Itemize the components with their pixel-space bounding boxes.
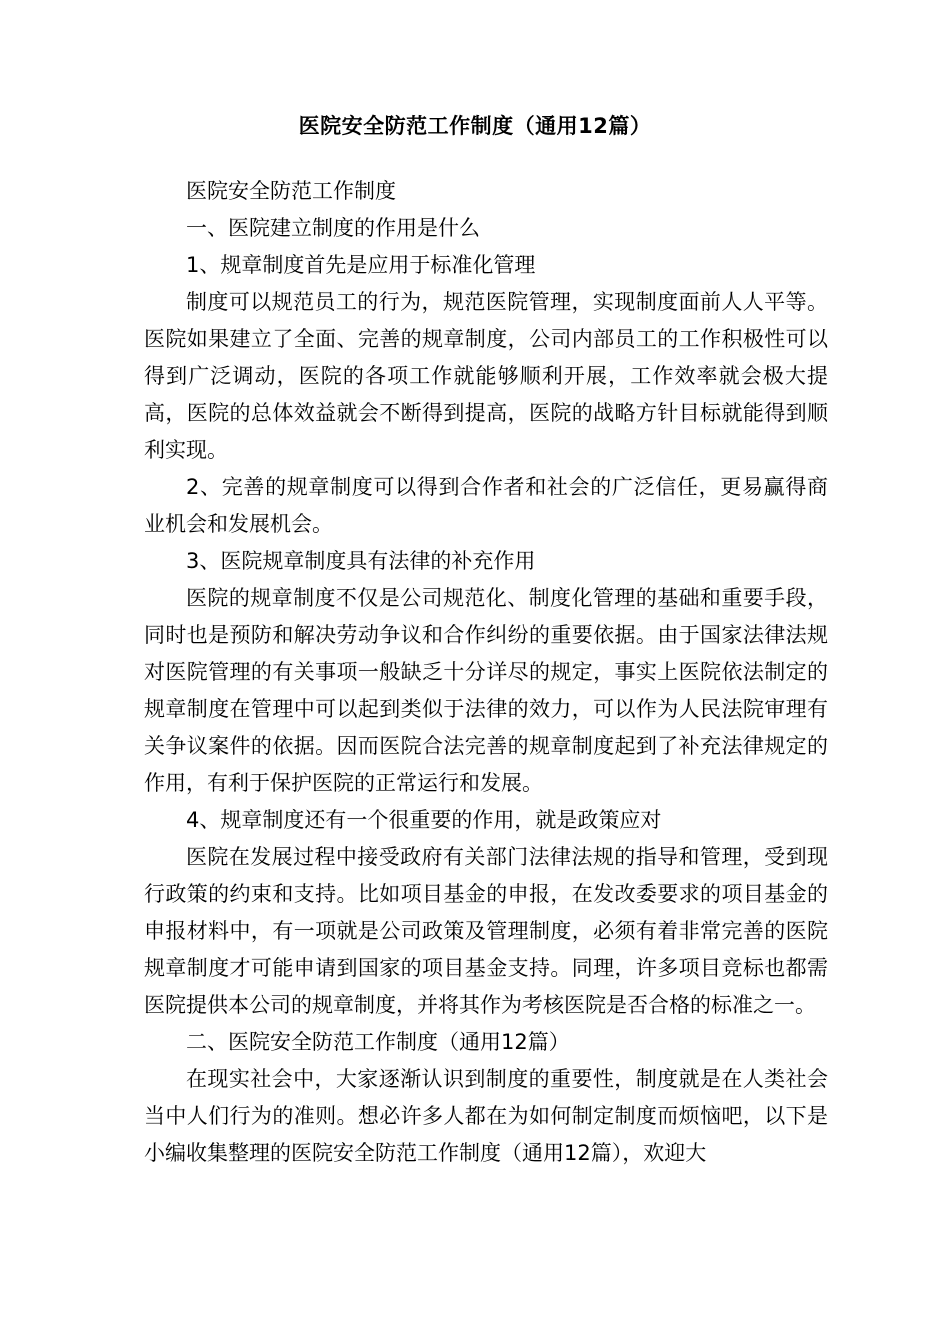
paragraph-subheading-1: 1、规章制度首先是应用于标准化管理 — [186, 253, 536, 277]
paragraph-body: 在现实社会中，大家逐渐认识到制度的重要性，制度就是在人类社会当中人们行为的准则。想必许多人都在为如何制定制度而烦恼吧，以下是小编收集整理的医院安全防范工作制度（通用12篇），欢迎大 — [144, 1067, 828, 1165]
paragraph-body: 制度可以规范员工的行为，规范医院管理，实现制度面前人人平等。医院如果建立了全面、完善的规章制度，公司内部员工的工作积极性可以得到广泛调动，医院的各项工作就能够顺利开展，工作效率就会极大提高，医院的总体效益就会不断得到提高，医院的战略方针目标就能得到顺利实现。 — [144, 290, 828, 462]
paragraph-heading-1: 一、医院建立制度的作用是什么 — [186, 216, 480, 240]
paragraph-subheading-2: 2、完善的规章制度可以得到合作者和社会的广泛信任，更易赢得商业机会和发展机会。 — [144, 475, 828, 536]
paragraph-subheading-3: 3、医院规章制度具有法律的补充作用 — [186, 549, 536, 573]
document-title: 医院安全防范工作制度（通用12篇） — [298, 114, 652, 138]
paragraph-section-heading: 医院安全防范工作制度 — [186, 179, 396, 203]
paragraph-body: 医院在发展过程中接受政府有关部门法律法规的指导和管理，受到现行政策的约束和支持。比如项目基金的申报，在发改委要求的项目基金的申报材料中，有一项就是公司政策及管理制度，必须有着非常完善的医院规章制度才可能申请到国家的项目基金支持。同理，许多项目竞标也都需医院提供本公司的规章制度，并将其作为考核医院是否合格的标准之一。 — [144, 845, 828, 1017]
document-body — [144, 173, 828, 1172]
paragraph-body: 医院的规章制度不仅是公司规范化、制度化管理的基础和重要手段，同时也是预防和解决劳动争议和合作纠纷的重要依据。由于国家法律法规对医院管理的有关事项一般缺乏十分详尽的规定，事实上医院依法制定的规章制度在管理中可以起到类似于法律的效力，可以作为人民法院审理有关争议案件的依据。因而医院合法完善的规章制度起到了补充法律规定的作用，有利于保护医院的正常运行和发展。 — [144, 586, 828, 795]
paragraph-heading-2: 二、医院安全防范工作制度（通用12篇） — [186, 1030, 570, 1054]
paragraph-subheading-4: 4、规章制度还有一个很重要的作用，就是政策应对 — [186, 808, 662, 832]
